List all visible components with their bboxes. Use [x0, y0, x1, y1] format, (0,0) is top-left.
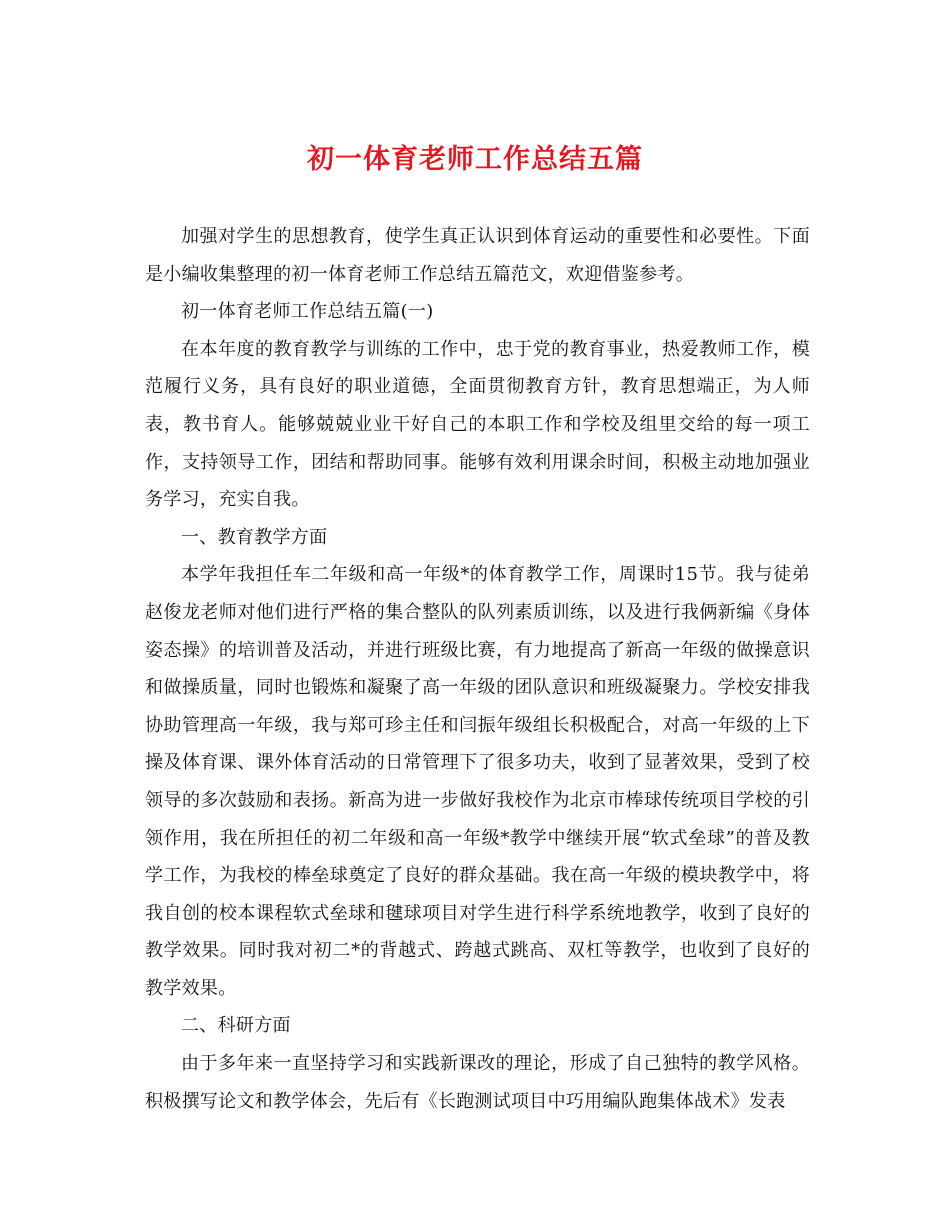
body-paragraph: 由于多年来一直坚持学习和实践新课改的理论，形成了自己独特的教学风格。积极撰写论文和教学体会，先后有《长跑测试项目中巧用编队跑集体战术》发表	[145, 1053, 810, 1112]
section-heading-part-one: 初一体育老师工作总结五篇(一)	[181, 301, 434, 323]
section-heading-research: 二、科研方面	[181, 1015, 291, 1037]
document-title: 初一体育老师工作总结五篇	[307, 144, 643, 175]
intro-paragraph: 加强对学生的思想教育，使学生真正认识到体育运动的重要性和必要性。下面是小编收集整理的初一体育老师工作总结五篇范文，欢迎借鉴参考。	[145, 226, 810, 285]
section-heading-teaching: 一、教育教学方面	[181, 526, 328, 548]
document-body	[145, 218, 810, 1120]
body-paragraph: 本学年我担任车二年级和高一年级*的体育教学工作，周课时15节。我与徒弟赵俊龙老师对他们进行严格的集合整队的队列素质训练，以及进行我俩新编《身体姿态操》的培训普及活动，并进行班级比赛，有力地提高了新高一年级的做操意识和做操质量，同时也锻炼和凝聚了高一年级的团队意识和班级凝聚力。学校安排我协助管理高一年级，我与郑可珍主任和闫振年级组长积极配合，对高一年级的上下操及体育课、课外体育活动的日常管理下了很多功夫，收到了显著效果，受到了校领导的多次鼓励和表扬。新高为进一步做好我校作为北京市棒球传统项目学校的引领作用，我在所担任的初二年级和高一年级*教学中继续开展“软式垒球”的普及教学工作，为我校的棒垒球奠定了良好的群众基础。我在高一年级的模块教学中，将我自创的校本课程软式垒球和毽球项目对学生进行科学系统地教学，收到了良好的教学效果。同时我对初二*的背越式、跨越式跳高、双杠等教学，也收到了良好的教学效果。	[145, 564, 810, 999]
body-paragraph: 在本年度的教育教学与训练的工作中，忠于党的教育事业，热爱教师工作，模范履行义务，具有良好的职业道德，全面贯彻教育方针，教育思想端正，为人师表，教书育人。能够兢兢业业干好自己的本职工作和学校及组里交给的每一项工作，支持领导工作，团结和帮助同事。能够有效利用课余时间，积极主动地加强业务学习，充实自我。	[145, 338, 810, 511]
